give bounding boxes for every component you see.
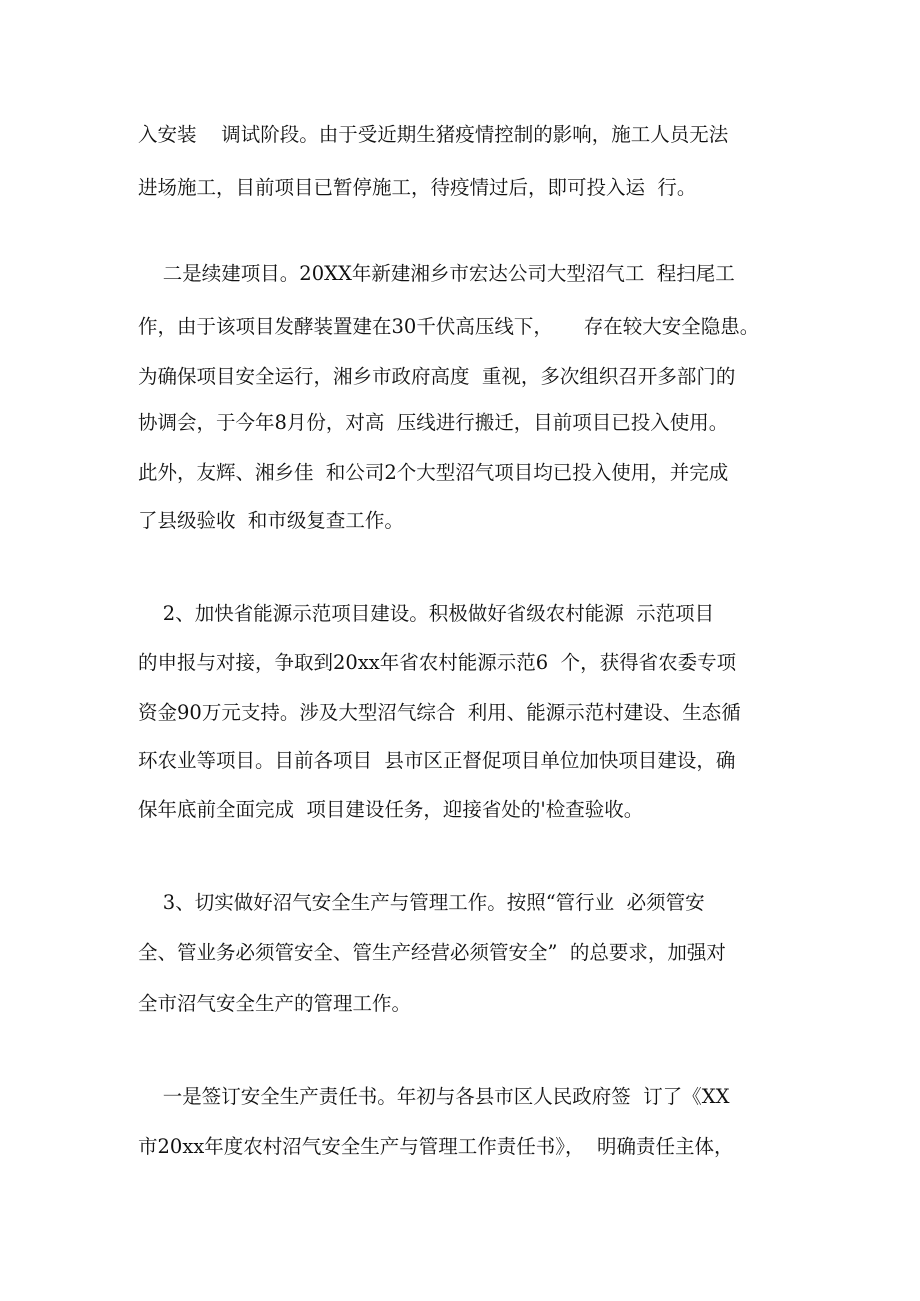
text-line: 协调会，于今年8月份，对高 压线进行搬迁，目前项目已投入使用。 — [138, 411, 729, 434]
text-line: 入安装 调试阶段。由于受近期生猪疫情控制的影响，施工人员无法 — [138, 123, 729, 146]
text-line: 环农业等项目。目前各项目 县市区正督促项目单位加快项目建设，确 — [138, 749, 736, 772]
text-line: 了县级验收 和市级复查工作。 — [138, 509, 404, 532]
text-line: 全市沼气安全生产的管理工作。 — [138, 992, 412, 1015]
text-line: 进场施工，目前项目已暂停施工，待疫情过后，即可投入运 行。 — [138, 176, 697, 199]
text-line: 为确保项目安全运行，湘乡市政府高度 重视，多次组织召开多部门的 — [138, 365, 736, 388]
text-line: 市20xx年度农村沼气安全生产与管理工作责任书》， 明确责任主体， — [138, 1135, 734, 1158]
text-line: 保年底前全面完成 项目建设任务，迎接省处的'检查验收。 — [138, 798, 644, 821]
text-line: 一是签订安全生产责任书。年初与各县市区人民政府签 订了《XX — [138, 1085, 730, 1108]
text-line: 3、切实做好沼气安全生产与管理工作。按照“管行业 必须管安 — [138, 891, 705, 914]
text-line: 二是续建项目。20XX年新建湘乡市宏达公司大型沼气工 程扫尾工 — [138, 262, 735, 285]
text-line: 2、加快省能源示范项目建设。积极做好省级农村能源 示范项目 — [138, 602, 715, 625]
text-line: 作，由于该项目发酵装置建在30千伏高压线下， 存在较大安全隐患。 — [138, 315, 760, 338]
text-line: 资金90万元支持。涉及大型沼气综合 利用、能源示范村建设、生态循 — [138, 701, 741, 724]
text-line: 全、管业务必须管安全、管生产经营必须管安全” 的总要求，加强对 — [138, 941, 726, 964]
text-line: 的申报与对接，争取到20xx年省农村能源示范6 个，获得省农委专项 — [138, 651, 737, 674]
text-line: 此外，友辉、湘乡佳 和公司2个大型沼气项目均已投入使用，并完成 — [138, 461, 729, 484]
